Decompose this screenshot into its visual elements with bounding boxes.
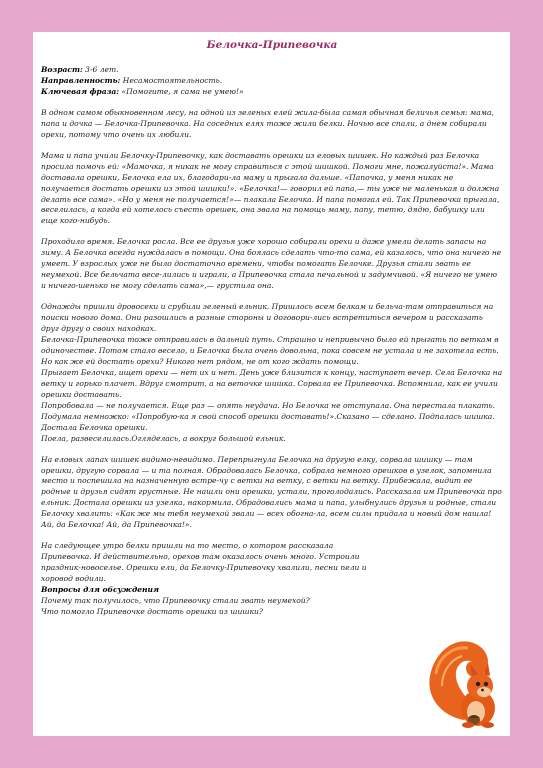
- question-item: Почему так получилось, что Припевочку стали звать неумехой?: [41, 595, 310, 605]
- questions-heading: Вопросы для обсуждения: [41, 585, 160, 595]
- story-text: Мама и папа учили Белочку-Припевочку, как доставать орешки из еловых шишек. Но каждый раз Белочка просила помочь ей: «Мамочка, я никак не могу справиться с этой шишкой. Помоги мне, пожалуйста!». Мама доставала орешки, Белочка ела их, благодари-ла маму и прыгала дальше. «Папочка, у меня никак не получается достать орешки из этой шишки!». «Белочка!— говорил ей папа,— ты уже не маленькая и должна делать все сама». «Но у меня не получается!»— плакала Белочка. И папа помогал ей. Так Припевочка прыгала, веселилась, а когда ей хотелось съесть орешек, она звала на помощь маму, папу, тетю, дядю, бабушку или еще кого-нибудь.: [41, 150, 500, 226]
- story-text: В одном самом обыкновенном лесу, на одной из зеленых елей жила-была самая обычная беличья семья: мама, папа и дочка — Белочка-Припевочка. На соседних елях тоже жили белки. Ночью все спали, а днем собирали орехи, потому что очень их любили.: [41, 107, 494, 139]
- question-item: Что помогло Припевочке достать орешки из шишки?: [41, 606, 263, 616]
- story-text: Однажды пришли дровосеки и срубили зеленый ельник. Пришлось всем белкам и бельча-там отправиться на поиски нового дома. Они разошлись в разные стороны и договори-лись встретиться вечером и рассказать друг другу о своих находках.: [41, 302, 494, 334]
- story-paragraph-final: [41, 541, 386, 618]
- meta-label: Направленность:: [41, 75, 121, 85]
- story-meta: [41, 65, 503, 98]
- story-text: Попробовала — не получается. Еще раз — опять неудача. Но Белочка не отступала. Она перестала плакать. Подумала немножко: «Попробую-ка я свой способ орешки доставать!».Сказано — сделано. Подпалась шишка. Достала Белочка орешки.: [41, 400, 496, 432]
- story-paragraph: [41, 108, 503, 141]
- page-title: Белочка-Припевочка: [206, 39, 338, 51]
- meta-value: Несамостоятельность.: [120, 75, 223, 85]
- story-paragraph: [41, 302, 503, 444]
- story-text: Белочка-Припевочка тоже отправилась в дальний путь. Страшно и непривычно было ей прыгать по веткам в одиночестве. Потом стало весело, и Белочка была очень довольна, пока совсем не устала и не захотела есть. Но как же ей достать орехи? Никого нет рядом, не от кого ждать помощи.: [41, 335, 499, 366]
- meta-direction: [41, 76, 503, 87]
- story-text: На еловых лапах шишек видимо-невидимо. Перепрыгнула Белочка на другую елку, сорвала шишку — там орешки, другую сорвала — и та полная. Обрадовалась Белочка, собрала немного орешков в узелок, запомнила место и поспешила на назначенную встре-чу с ветки на ветку, с ветки на ветку. Прибежала, видит ее родные и друзья сидят грустные. Не нашли они орешки, устали, проголодались. Рассказала им Припевочка про ельник. Достала орешки из узелка, накормила. Обрадовались мама и папа, улыбнулись друзья и родные, стали Белочку хвалить: «Как же мы тебя неумехой звали — всех обогна-ла, всем силы придала и новый дом нашла! Ай, да Белочка! Ай, да Припевочка!».: [41, 454, 502, 530]
- story-paragraph: [41, 455, 503, 532]
- story-sheet: [33, 32, 510, 736]
- story-text: На следующее утро белки пришли на то место, о котором рассказала Припевочка. И действительно, орехов там оказалось очень много. Устроили праздник-новоселье. Орешки ели, да Белочку-Припевочку хвалили, песни пели и хоровод водили.: [41, 541, 367, 584]
- story-text: Поела, развеселилась.Огляделась, а вокруг большой ельник.: [41, 433, 286, 443]
- story-paragraph: [41, 151, 503, 228]
- meta-label: Ключевая фраза:: [41, 86, 120, 96]
- meta-value: 3-6 лет.: [82, 65, 119, 74]
- meta-key-phrase: [41, 87, 503, 98]
- story-paragraph: [41, 237, 503, 292]
- discussion-questions: [41, 585, 386, 618]
- meta-value: «Помогите, я сама не умею!»: [119, 86, 244, 96]
- meta-age: [41, 65, 503, 76]
- meta-label: Возраст:: [41, 65, 83, 74]
- story-text: Проходило время. Белочка росла. Все ее друзья уже хорошо собирали орехи и даже умели делать запасы на зиму. А Белочка всегда нуждалась в помощи. Она боялась сделать что-то сама, ей казалось, что она ничего не умеет. У взрослых уже не было достаточно времени, чтобы помогать Белочке. Друзья стали звать ее неумехой. Все бельчата весе-лились и играли, а Припевочка стала печальной и задумчивой. «Я ничего не умею и ничего-шенько не могу сделать сама»,— грустила она.: [41, 237, 502, 291]
- squirrel-icon: [412, 628, 502, 730]
- story-content: [41, 38, 503, 618]
- story-text: Прыгает Белочка, ищет орехи — нет их и нет. День уже близится к концу, наступает вечер. Села Белочка на ветку и горько плачет. Вдруг смотрит, а на веточке шишка. Сорвала ее Припевочка. Вспомнила, как ее учили орешки доставать.: [41, 367, 503, 399]
